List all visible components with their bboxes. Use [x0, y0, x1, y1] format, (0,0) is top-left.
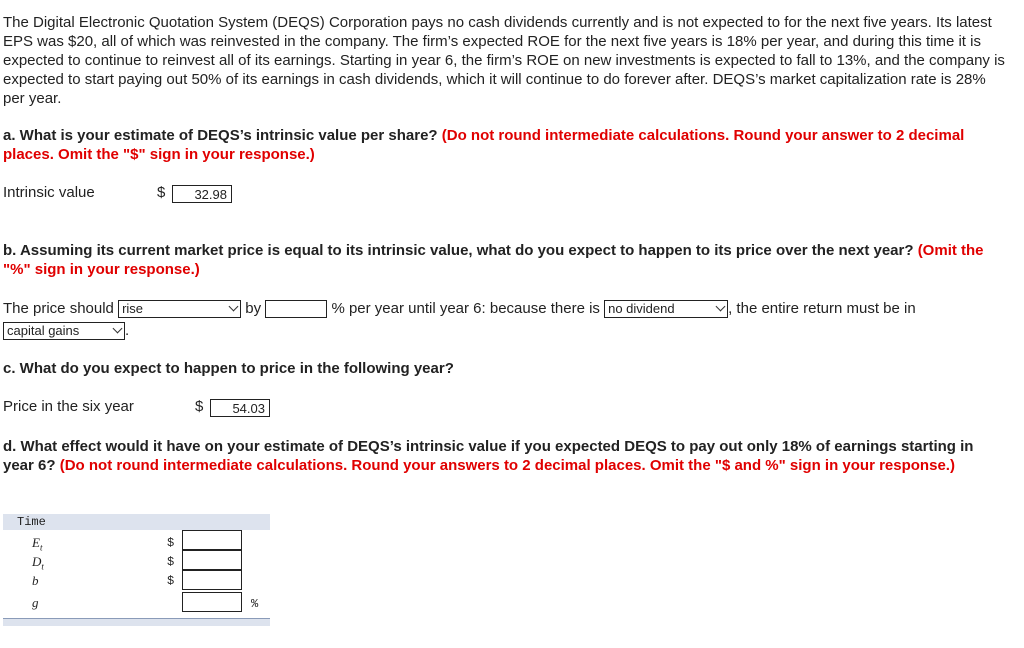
question-b-text: b. Assuming its current market price is equal to its intrinsic value, what do you expect to happen to its price over the next year?	[3, 242, 914, 259]
return-type-value: capital gains	[7, 323, 80, 339]
price-direction-value: rise	[122, 301, 144, 317]
dollar-sign: $	[157, 184, 166, 201]
time-header: Time	[17, 515, 46, 529]
chevron-down-icon	[716, 302, 726, 312]
intrinsic-value-label: Intrinsic value	[3, 184, 95, 201]
payout-table	[3, 514, 270, 626]
by-text: by	[245, 300, 262, 317]
chevron-down-icon	[113, 324, 123, 334]
et-input[interactable]	[182, 530, 242, 550]
row-prefix: $	[167, 574, 175, 588]
row-label: g	[32, 595, 39, 610]
chevron-down-icon	[229, 302, 239, 312]
price-should-text: The price should	[3, 300, 114, 317]
row-prefix: $	[167, 555, 175, 569]
question-c-text: c. What do you expect to happen to price in the following year?	[3, 360, 454, 377]
question-b	[3, 241, 1008, 279]
question-d-text: d. What effect would it have on your estimate of DEQS’s intrinsic value if you expected DEQS to pay out only 18% of earnings starting in year 6?	[3, 438, 974, 474]
dividend-select[interactable]	[604, 300, 728, 318]
intrinsic-value-row	[3, 183, 95, 203]
question-a-text: a. What is your estimate of DEQS’s intrinsic value per share?	[3, 127, 438, 144]
intrinsic-value-input[interactable]: 32.98	[172, 185, 232, 203]
return-type-select[interactable]	[3, 322, 125, 340]
price-direction-select[interactable]	[118, 300, 241, 318]
dt-input[interactable]	[182, 550, 242, 570]
price-six-year-input[interactable]: 54.03	[210, 399, 270, 417]
table-header	[3, 514, 270, 530]
problem-statement: The Digital Electronic Quotation System (DEQS) Corporation pays no cash dividends currently and is not expected to for the next five years. Its latest EPS was $20, all of which was reinvested in the company. The firm’s expected ROE for the next five years is 18% per year, and during this time it is expected to continue to reinvest all of its earnings. Starting in year 6, the firm’s ROE on new investments is expected to fall to 13%, and the company is expected to start paying out 50% of its earnings in cash dividends, which it will continue to do forever after. DEQS’s market capitalization rate is 28% per year.	[3, 14, 1005, 107]
question-b-instruction: (Omit the "%" sign in your response.)	[3, 242, 984, 278]
question-a	[3, 126, 1008, 164]
table-footer	[3, 618, 270, 626]
question-d	[3, 437, 1008, 475]
row-label: b	[32, 573, 39, 588]
question-c	[3, 359, 454, 379]
row-prefix: $	[167, 536, 175, 550]
answer-b-line2	[3, 321, 129, 341]
price-six-year-row	[3, 397, 134, 417]
g-input[interactable]	[182, 592, 242, 612]
answer-b-line1	[3, 299, 916, 319]
price-six-year-label: Price in the six year	[3, 398, 134, 415]
row-label: $D_t$	[32, 554, 44, 572]
percent-sign: %	[251, 597, 259, 611]
question-a-instruction: (Do not round intermediate calculations. Round your answer to 2 decimal places. Omit the "$" sign in your response.)	[3, 127, 965, 163]
percent-input[interactable]	[265, 300, 327, 318]
b-input[interactable]	[182, 570, 242, 590]
question-d-instruction: (Do not round intermediate calculations. Round your answers to 2 decimal places. Omit the "$ and %" sign in your response.)	[59, 457, 955, 474]
dividend-value: no dividend	[608, 301, 675, 317]
period-text: .	[125, 322, 130, 339]
entire-return-text: , the entire return must be in	[728, 300, 916, 317]
percent-per-year-text: % per year until year 6: because there is	[331, 300, 600, 317]
dollar-sign: $	[195, 398, 204, 415]
row-label: $E_t$	[32, 535, 43, 553]
